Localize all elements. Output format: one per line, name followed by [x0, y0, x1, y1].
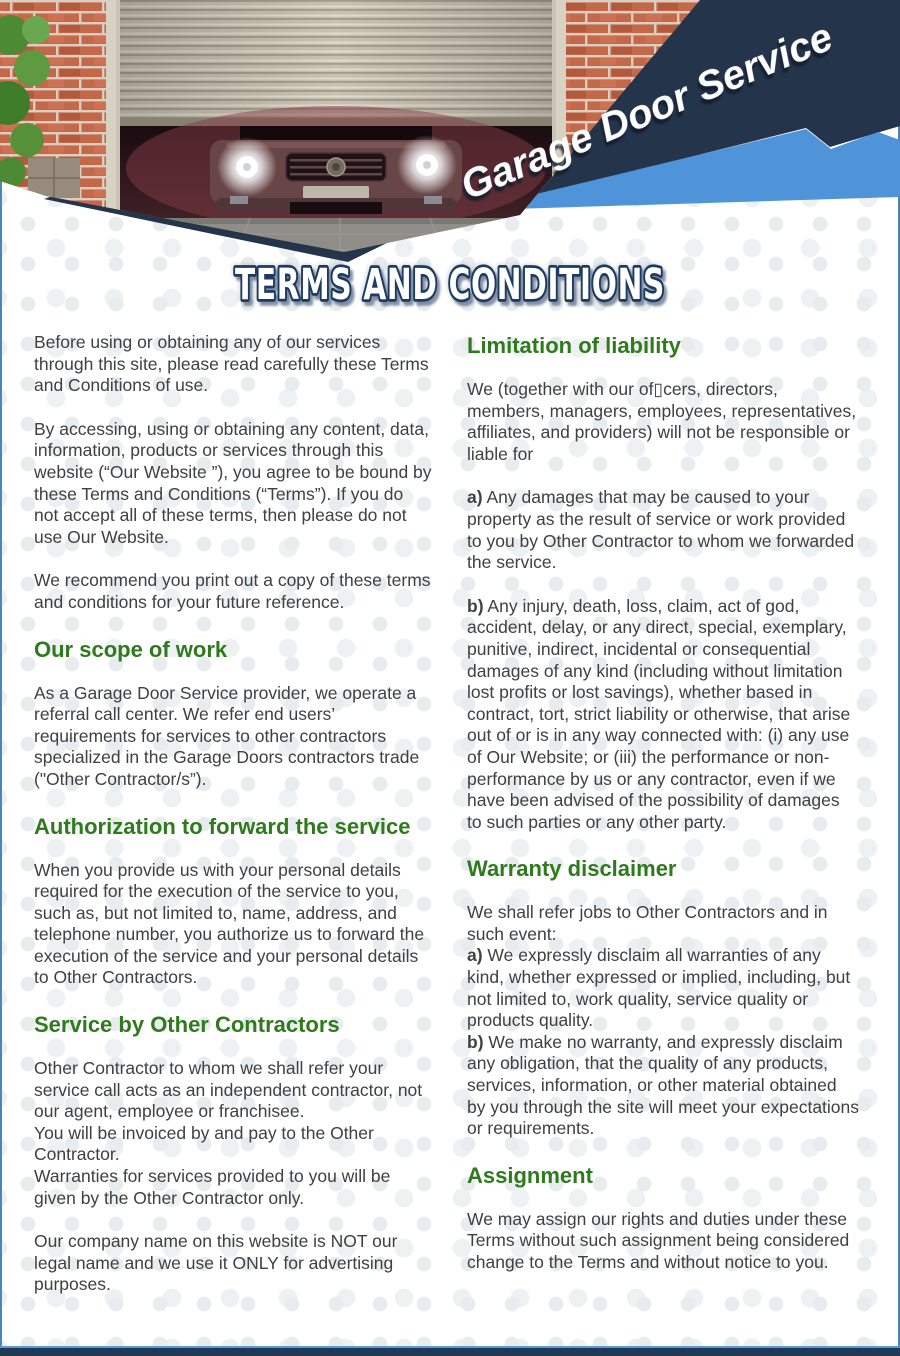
ribbon-text: Garage Door Service [454, 15, 837, 209]
paragraph: Our company name on this website is NOT our legal name and we use it ONLY for advertising purposes. [34, 1231, 398, 1295]
section-heading: Limitation of liability [467, 333, 681, 358]
car-illustration [210, 120, 462, 214]
paragraph: By accessing, using or obtaining any content, data, information, products or services through this website (“Our Website ”), you agree to be bound by these Terms and Conditions (“Terms”). If you do not accept all of these terms, then please do not use Our Website. [34, 418, 432, 547]
paragraph: When you provide us with your personal details required for the execution of the service to you, such as, but not limited to, name, address, and telephone number, you authorize us to forward the execution of the service and your personal details to Other Contractors. [34, 859, 425, 988]
hero-banner [0, 0, 900, 266]
paragraph: Before using or obtaining any of our services through this site, please read carefully these Terms and Conditions of use. [34, 332, 429, 396]
paragraph: We (together with our of▯cers, directors, members, managers, employees, representatives, affiliates, and providers) will not be responsible or liable for [467, 379, 857, 464]
paragraph: We shall refer jobs to Other Contractors and in such event: a) We expressly disclaim all warranties of any kind, whether expressed or implied, including, but not limited to, work quality, service quality or products quality. b) We make no warranty, and expressly disclaim any obligation, that the quality of any products, services, information, or other material obtained by you through the site will meet your expectations or requirements. [467, 902, 860, 1139]
footer-bar [0, 1346, 900, 1356]
section-heading: Authorization to forward the service [34, 813, 411, 839]
paragraph: We may assign our rights and duties under these Terms without such assignment being considered change to the Terms and without notice to you. [467, 1208, 850, 1272]
paragraph: a) Any damages that may be caused to your property as the result of service or work provided to you by Other Contractor to whom we forwarded the service. [467, 487, 855, 573]
section-heading: Assignment [467, 1162, 593, 1188]
page-title-banner [0, 246, 900, 318]
paragraph: Other Contractor to whom we shall refer your service call acts as an independent contractor, not our agent, employee or franchisee. You will be invoiced by and pay to the Other Contractor. Warranties for services provided to you will be given by the Other Contractor only. [34, 1058, 423, 1208]
page-title: TERMS AND CONDITIONS [235, 260, 665, 310]
paragraph: b) Any injury, death, loss, claim, act of god, accident, delay, or any direct, special, exemplary, punitive, indirect, incidental or consequential damages of any kind (including without limitation lost profits or lost savings), whether based in contract, tort, strict liability or otherwise, that arise out of or is in any way connected with: (i) any use of Our Website; or (iii) the performance or non-performance by us or any contractor, even if we have been advised of the possibility of damages to such parties or any other party. [467, 595, 851, 832]
section-heading: Service by Other Contractors [34, 1012, 340, 1038]
column-left [34, 332, 432, 1318]
paragraph: As a Garage Door Service provider, we operate a referral call center. We refer end users’ requirements for services to other contractors specialized in the Garage Doors contractors trade ("Other Contractor/s”). [34, 682, 420, 789]
paragraph: We recommend you print out a copy of these terms and conditions for your future reference. [34, 570, 431, 612]
section-heading: Our scope of work [34, 636, 228, 662]
section-heading: Warranty disclaimer [467, 856, 677, 882]
column-right [467, 332, 859, 1296]
